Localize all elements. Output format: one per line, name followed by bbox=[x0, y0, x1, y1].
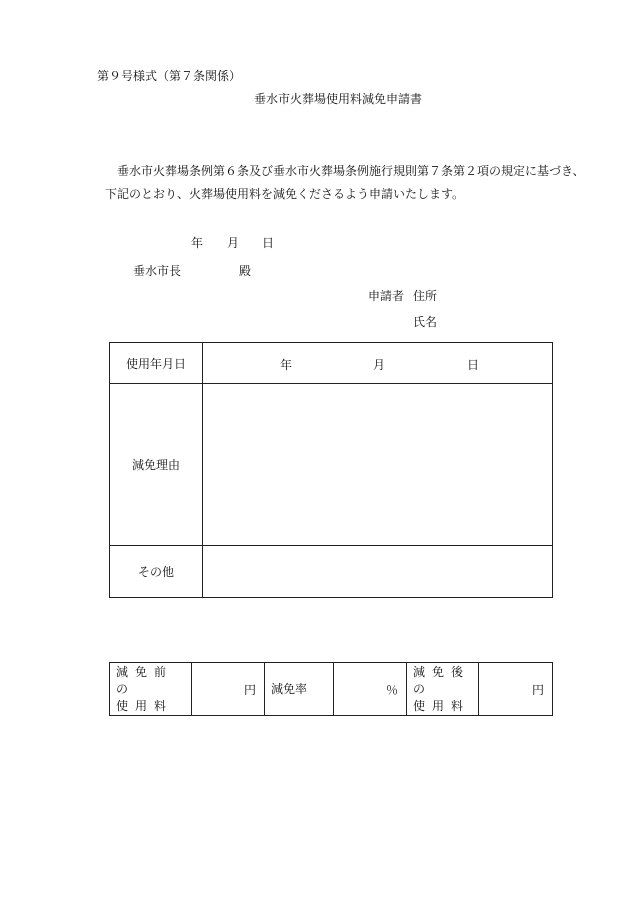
addressee-name: 垂水市長 bbox=[133, 264, 182, 278]
document-title: 垂水市火葬場使用料減免申請書 bbox=[253, 92, 422, 106]
reduction-rate-field[interactable] bbox=[334, 663, 407, 716]
date-day-label: 日 bbox=[262, 236, 275, 250]
statement-line-2: 下記のとおり、火葬場使用料を減免くださるよう申請いたします。 bbox=[105, 187, 465, 201]
addressee-honorific: 殿 bbox=[239, 264, 252, 278]
usage-date-year: 年 bbox=[280, 358, 293, 372]
form-number: 第９号様式（第７条関係） bbox=[97, 69, 242, 83]
reduction-rate-label: 減免率 bbox=[265, 663, 334, 716]
yen-unit: 円 bbox=[243, 682, 256, 697]
applicant-label: 申請者 bbox=[368, 289, 405, 303]
fee-after-field[interactable] bbox=[479, 663, 553, 716]
table-row bbox=[110, 343, 553, 384]
reason-label: 減免理由 bbox=[110, 384, 203, 546]
usage-date-day: 日 bbox=[467, 358, 480, 372]
date-month-label: 月 bbox=[227, 236, 240, 250]
reason-field[interactable] bbox=[203, 384, 553, 546]
fee-before-label-line-2: 使用料 bbox=[116, 698, 174, 713]
table-row bbox=[110, 384, 553, 546]
usage-details-table bbox=[109, 342, 553, 598]
address-label: 住所 bbox=[413, 289, 438, 303]
fee-before-label-line-1: 減免前の bbox=[116, 664, 174, 696]
date-year-label: 年 bbox=[191, 236, 204, 250]
application-statement bbox=[105, 160, 595, 206]
table-row bbox=[110, 546, 553, 598]
percent-unit: ％ bbox=[385, 682, 398, 697]
fee-after-label-line-2: 使用料 bbox=[413, 698, 471, 713]
fee-after-label-line-1: 減免後の bbox=[413, 664, 471, 696]
usage-date-month: 月 bbox=[373, 358, 386, 372]
table-row bbox=[110, 663, 553, 716]
other-field[interactable] bbox=[203, 546, 553, 598]
statement-line-1: 垂水市火葬場条例第６条及び垂水市火葬場条例施行規則第７条第２項の規定に基づき、 bbox=[117, 164, 585, 178]
fee-table bbox=[109, 662, 553, 716]
fee-after-label bbox=[407, 663, 479, 716]
usage-date-field[interactable] bbox=[203, 343, 553, 384]
other-label: その他 bbox=[110, 546, 203, 598]
fee-before-field[interactable] bbox=[192, 663, 265, 716]
fee-before-label bbox=[110, 663, 192, 716]
yen-unit: 円 bbox=[531, 682, 544, 697]
usage-date-label: 使用年月日 bbox=[110, 343, 203, 384]
name-label: 氏名 bbox=[413, 315, 438, 329]
